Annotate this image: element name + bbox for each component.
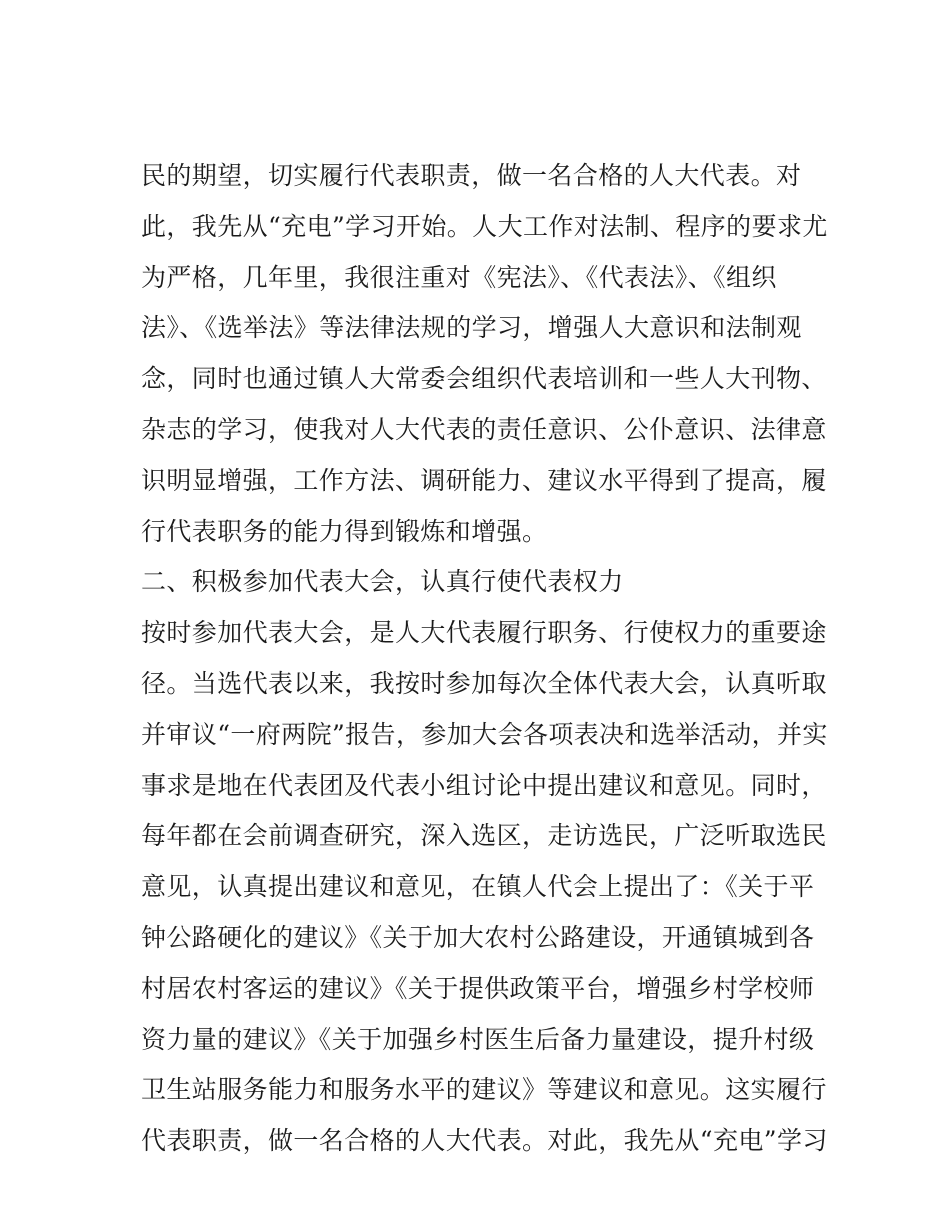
body-line: 为严格，几年里，我很注重对《宪法》、《代表法》、《组织 <box>141 262 777 292</box>
body-line: 识明显增强，工作方法、调研能力、建议水平得到了提高，履 <box>141 465 827 495</box>
body-line: 事求是地在代表团及代表小组讨论中提出建议和意见。同时， <box>141 770 827 800</box>
body-line: 意见，认真提出建议和意见，在镇人代会上提出了：《关于平 <box>141 872 815 902</box>
body-line: 按时参加代表大会，是人大代表履行职务、行使权力的重要途 <box>141 618 827 648</box>
body-line: 杂志的学习，使我对人大代表的责任意识、公仆意识、法律意 <box>141 414 827 444</box>
body-line: 念，同时也通过镇人大常委会组织代表培训和一些人大刊物、 <box>141 364 827 394</box>
body-line: 卫生站服务能力和服务水平的建议》等建议和意见。这实履行 <box>141 1075 827 1105</box>
body-line: 并审议“一府两院”报告，参加大会各项表决和选举活动，并实 <box>141 719 828 749</box>
body-line: 行代表职务的能力得到锻炼和增强。 <box>141 516 548 546</box>
body-line: 法》、《选举法》等法律法规的学习，增强人大意识和法制观 <box>141 313 802 343</box>
body-line: 此，我先从“充电”学习开始。人大工作对法制、程序的要求尤 <box>141 211 828 241</box>
section-heading: 二、积极参加代表大会，认真行使代表权力 <box>141 567 624 597</box>
body-line: 钟公路硬化的建议》《关于加大农村公路建设，开通镇城到各 <box>141 922 815 952</box>
document-body <box>141 151 828 1167</box>
body-line: 民的期望，切实履行代表职责，做一名合格的人大代表。对 <box>141 161 802 190</box>
body-line: 村居农村客运的建议》《关于提供政策平台，增强乡村学校师 <box>141 973 815 1003</box>
body-line: 代表职责，做一名合格的人大代表。对此，我先从“充电”学习 <box>141 1126 828 1156</box>
body-line: 资力量的建议》《关于加强乡村医生后备力量建设，提升村级 <box>141 1024 815 1054</box>
body-line: 每年都在会前调查研究，深入选区，走访选民，广泛听取选民 <box>141 821 827 851</box>
body-line: 径。当选代表以来，我按时参加每次全体代表大会，认真听取 <box>141 668 827 698</box>
